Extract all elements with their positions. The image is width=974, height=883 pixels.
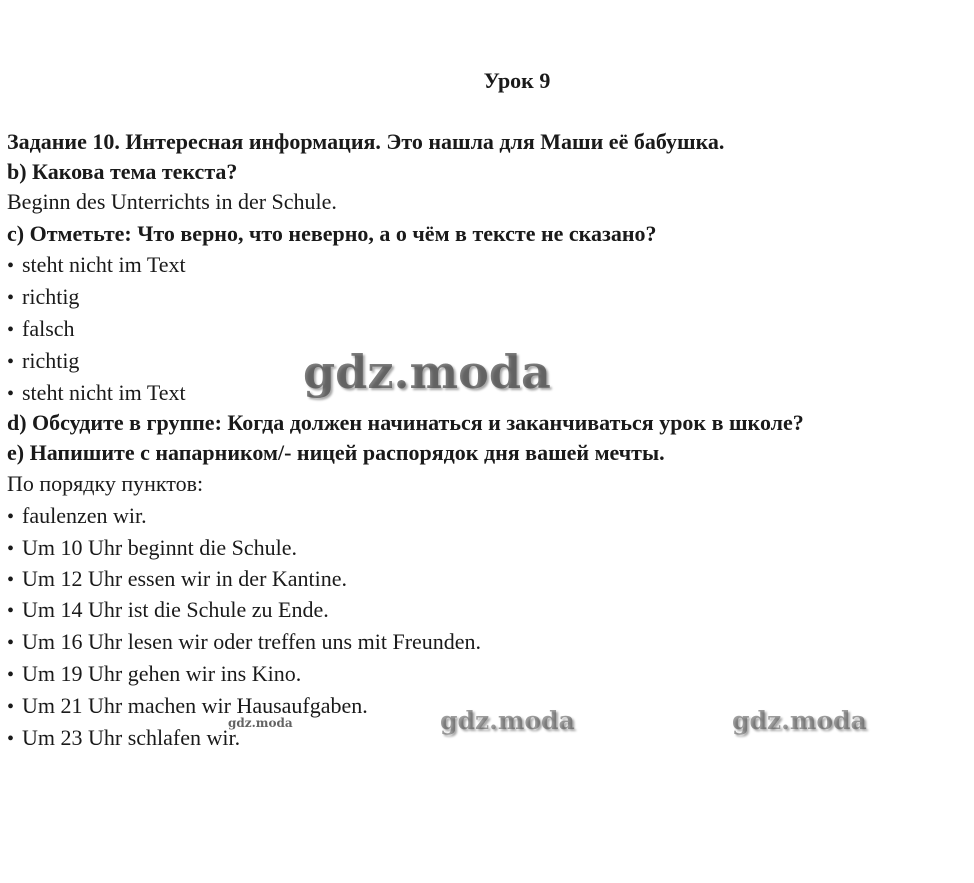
watermark-medium: gdz.moda <box>732 706 867 735</box>
list-item-text: Um 10 Uhr beginnt die Schule. <box>22 535 297 560</box>
bullet-icon: • <box>7 696 15 718</box>
list-item <box>7 378 186 409</box>
bullet-icon: • <box>7 383 15 405</box>
list-item-text: Um 19 Uhr gehen wir ins Kino. <box>22 661 302 686</box>
bullet-icon: • <box>7 255 15 277</box>
list-item <box>7 691 368 722</box>
list-item <box>7 314 75 345</box>
bullet-icon: • <box>7 569 15 591</box>
list-item <box>7 627 481 658</box>
bullet-icon: • <box>7 506 15 528</box>
part-e-intro: По порядку пунктов: <box>7 471 204 496</box>
list-item-text: Um 21 Uhr machen wir Hausaufgaben. <box>22 693 368 718</box>
list-item <box>7 501 147 532</box>
bullet-icon: • <box>7 664 15 686</box>
list-item <box>7 595 329 626</box>
part-b-question: b) Какова тема текста? <box>7 159 238 184</box>
list-item-text: Um 23 Uhr schlafen wir. <box>22 725 241 750</box>
bullet-icon: • <box>7 728 15 750</box>
list-item-text: steht nicht im Text <box>22 380 186 405</box>
list-item-text: steht nicht im Text <box>22 252 186 277</box>
part-e-question: e) Напишите с напарником/- ницей распорядок дня вашей мечты. <box>7 440 665 465</box>
list-item-text: falsch <box>22 316 75 341</box>
part-b-answer: Beginn des Unterrichts in der Schule. <box>7 189 337 214</box>
part-c-question: c) Отметьте: Что верно, что неверно, а о чём в тексте не сказано? <box>7 221 657 246</box>
watermark-medium: gdz.moda <box>440 706 575 735</box>
list-item-text: Um 12 Uhr essen wir in der Kantine. <box>22 566 348 591</box>
list-item <box>7 564 347 595</box>
bullet-icon: • <box>7 351 15 373</box>
list-item-text: richtig <box>22 284 80 309</box>
list-item <box>7 282 79 313</box>
list-item-text: richtig <box>22 348 80 373</box>
list-item <box>7 250 186 281</box>
bullet-icon: • <box>7 287 15 309</box>
bullet-icon: • <box>7 319 15 341</box>
list-item <box>7 723 240 754</box>
part-d-question: d) Обсудите в группе: Когда должен начинаться и заканчиваться урок в школе? <box>7 410 804 435</box>
list-item <box>7 659 301 690</box>
list-item <box>7 346 79 377</box>
list-item-text: Um 14 Uhr ist die Schule zu Ende. <box>22 597 329 622</box>
list-item-text: Um 16 Uhr lesen wir oder treffen uns mit Freunden. <box>22 629 482 654</box>
list-item-text: faulenzen wir. <box>22 503 147 528</box>
bullet-icon: • <box>7 538 15 560</box>
bullet-icon: • <box>7 600 15 622</box>
watermark-large: gdz.moda <box>303 345 551 399</box>
page-title: Урок 9 <box>483 68 551 93</box>
watermark-small: gdz.moda <box>228 716 293 730</box>
task-heading: Задание 10. Интересная информация. Это нашла для Маши её бабушка. <box>7 129 725 154</box>
list-item <box>7 533 297 564</box>
bullet-icon: • <box>7 632 15 654</box>
